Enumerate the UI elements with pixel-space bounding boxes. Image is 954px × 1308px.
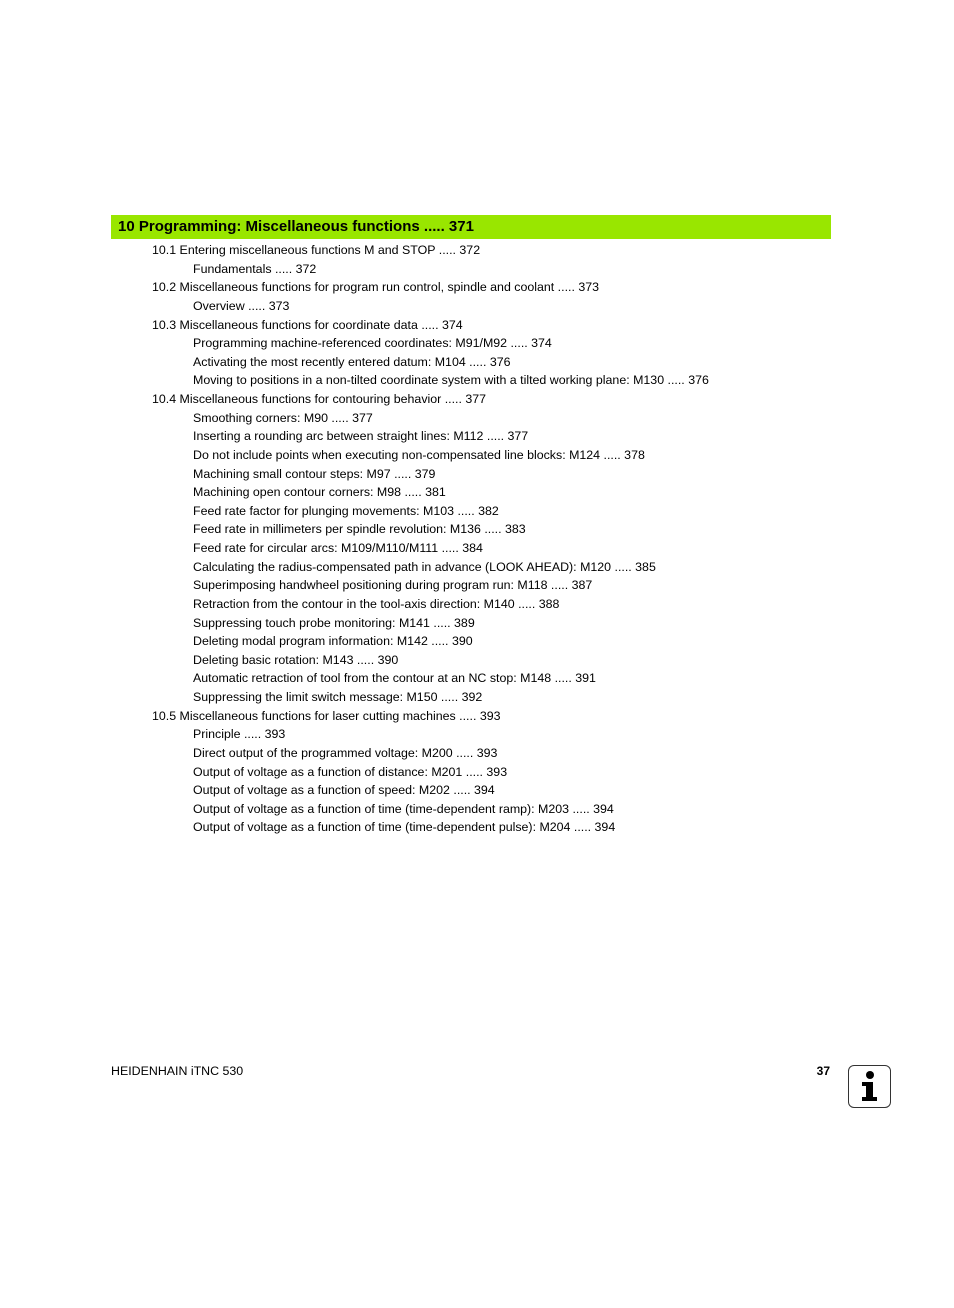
toc-subsection-entry[interactable]: Feed rate for circular arcs: M109/M110/M111 ..... 384	[193, 541, 483, 555]
info-icon	[848, 1065, 891, 1108]
toc-subsection-entry[interactable]: Output of voltage as a function of distance: M201 ..... 393	[193, 764, 508, 779]
toc-subsection-entry[interactable]: Overview ..... 373	[193, 298, 290, 313]
toc-subsection-entry[interactable]: Suppressing touch probe monitoring: M141 ..... 389	[193, 615, 475, 630]
toc-section-entry[interactable]: 10.4 Miscellaneous functions for contouring behavior ..... 377	[152, 392, 487, 406]
toc-section-entry[interactable]: 10.2 Miscellaneous functions for program run control, spindle and coolant ..... 373	[152, 280, 600, 295]
toc-section-entry[interactable]: 10.5 Miscellaneous functions for laser cutting machines ..... 393	[152, 708, 501, 723]
toc-section-entry[interactable]: 10.1 Entering miscellaneous functions M and STOP ..... 372	[152, 243, 481, 257]
toc-subsection-entry[interactable]: Suppressing the limit switch message: M150 ..... 392	[193, 690, 483, 704]
toc-subsection-entry[interactable]: Machining small contour steps: M97 ..... 379	[193, 466, 436, 481]
toc-subsection-entry[interactable]: Deleting modal program information: M142 ..... 390	[193, 634, 473, 649]
toc-subsection-entry[interactable]: Programming machine-referenced coordinates: M91/M92 ..... 374	[193, 336, 552, 351]
toc-subsection-entry[interactable]: Deleting basic rotation: M143 ..... 390	[193, 652, 399, 667]
toc-subsection-entry[interactable]: Moving to positions in a non-tilted coordinate system with a tilted working plane: M130 ..... 376	[193, 373, 709, 388]
toc-subsection-entry[interactable]: Inserting a rounding arc between straight lines: M112 ..... 377	[193, 429, 529, 444]
toc-subsection-entry[interactable]: Activating the most recently entered datum: M104 ..... 376	[193, 354, 511, 369]
toc-subsection-entry[interactable]: Feed rate in millimeters per spindle revolution: M136 ..... 383	[193, 522, 526, 537]
chapter-heading-bar	[111, 215, 831, 239]
table-of-contents	[0, 241, 954, 837]
toc-subsection-entry[interactable]: Machining open contour corners: M98 ..... 381	[193, 485, 446, 500]
toc-subsection-entry[interactable]: Calculating the radius-compensated path in advance (LOOK AHEAD): M120 ..... 385	[193, 559, 656, 574]
toc-subsection-entry[interactable]: Feed rate factor for plunging movements: M103 ..... 382	[193, 503, 499, 518]
toc-subsection-entry[interactable]: Smoothing corners: M90 ..... 377	[193, 410, 373, 425]
footer-manual-title: HEIDENHAIN iTNC 530	[111, 1064, 244, 1078]
toc-subsection-entry[interactable]: Principle ..... 393	[193, 727, 286, 742]
toc-section-entry[interactable]: 10.3 Miscellaneous functions for coordinate data ..... 374	[152, 317, 463, 332]
toc-subsection-entry[interactable]: Retraction from the contour in the tool-axis direction: M140 ..... 388	[193, 596, 560, 611]
toc-subsection-entry[interactable]: Direct output of the programmed voltage: M200 ..... 393	[193, 745, 498, 760]
chapter-title: 10 Programming: Miscellaneous functions ..... 371	[118, 218, 474, 235]
toc-subsection-entry[interactable]: Output of voltage as a function of time (time-dependent pulse): M204 ..... 394	[193, 820, 616, 835]
toc-subsection-entry[interactable]: Fundamentals ..... 372	[193, 261, 317, 276]
page-number: 37	[816, 1064, 830, 1078]
toc-subsection-entry[interactable]: Superimposing handwheel positioning during program run: M118 ..... 387	[193, 578, 593, 593]
toc-subsection-entry[interactable]: Output of voltage as a function of speed: M202 ..... 394	[193, 783, 495, 798]
toc-subsection-entry[interactable]: Output of voltage as a function of time (time-dependent ramp): M203 ..... 394	[193, 801, 614, 816]
toc-subsection-entry[interactable]: Automatic retraction of tool from the contour at an NC stop: M148 ..... 391	[193, 671, 596, 686]
toc-subsection-entry[interactable]: Do not include points when executing non-compensated line blocks: M124 ..... 378	[193, 447, 645, 462]
